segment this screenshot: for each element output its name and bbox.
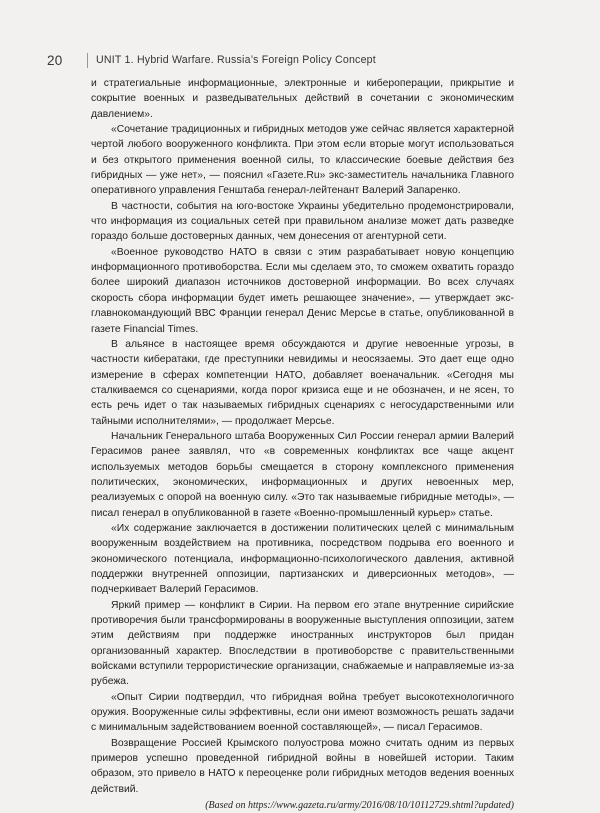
- page-number: 20: [47, 52, 63, 68]
- paragraph: В альянсе в настоящее время обсуждаются и другие невоенные угрозы, в частности кибератаки, где преступники невидимы и неосязаемы. Это дает еще одно измерение в сферах компетенции НАТО, добавляет военачальник. «Сегодня мы сталкиваемся со сценариями, когда порог кризиса еще и не обозначен, и не ясен, то есть речь идет о так называемых гибридных сценариях с негосударственными или тайными исполнителями», — продолжает Мерсье.: [91, 338, 514, 427]
- article-body: [91, 76, 514, 813]
- header-divider: [87, 53, 88, 68]
- source-citation: (Based on https://www.gazeta.ru/army/2016/08/10/10112729.shtml?updated): [205, 800, 514, 812]
- paragraph: Яркий пример — конфликт в Сирии. На первом его этапе внутренние сирийские противоречия были трансформированы в вооруженные выступления оппозиции, затем этим действиям при поддержке иностранных инструкторов был придан организованный характер. Впоследствии в противоборстве с правительственными войсками вступили террористические организации, снабжаемые и направляемые из-за рубежа.: [91, 599, 514, 688]
- paragraph: «Их содержание заключается в достижении политических целей с минимальным вооруженным воздействием на противника, посредством подрыва его военного и экономического потенциала, информационно-психологического давления, активной поддержки внутренней оппозиции, партизанских и диверсионных методов», — подчеркивает Валерий Герасимов.: [91, 522, 514, 596]
- paragraph: В частности, события на юго-востоке Украины убедительно продемонстрировали, что информация из социальных сетей при правильном анализе может дать разведке гораздо больше достоверных данных, чем донесения от агентурной сети.: [91, 200, 514, 243]
- paragraph: Начальник Генерального штаба Вооруженных Сил России генерал армии Валерий Герасимов ранее заявлял, что «в современных конфликтах все чаще акцент используемых методов борьбы смещается в сторону комплексного применения политических, экономических, информационных и других невоенных мер, реализуемых с опорой на военную силу. «Это так называемые гибридные методы», — писал генерал в опубликованной в газете «Военно-промышленный курьер» статье.: [91, 430, 514, 519]
- paragraph: Возвращение Россией Крымского полуострова можно считать одним из первых примеров успешно проведенной гибридной войны в новейшей истории. Таким образом, это привело в НАТО к переоценке роли гибридных методов ведения военных действий.: [91, 737, 514, 795]
- page-header: [47, 52, 376, 68]
- paragraph: «Опыт Сирии подтвердил, что гибридная война требует высокотехнологичного оружия. Вооруженные силы эффективны, если они имеют возможность решать задачи с минимальным задействованием военной составляющей», — писал Герасимов.: [91, 691, 514, 734]
- paragraph: «Сочетание традиционных и гибридных методов уже сейчас является характерной чертой любого вооруженного конфликта. При этом если вторые могут использоваться и без открытого применения военной силы, то классические боевые действия без гибридных — уже нет», — пояснил «Газете.Ru» экс-заместитель начальника Главного оперативного управления Генштаба генерал-лейтенант Валерий Запаренко.: [91, 124, 514, 197]
- paragraph: и стратегиальные информационные, электронные и кибероперации, прикрытие и сокрытие военных и разведывательных действий в сочетании с экономическим давлением».: [91, 78, 514, 120]
- paragraph: «Военное руководство НАТО в связи с этим разрабатывает новую концепцию информационного противоборства. Если мы сделаем это, то сможем охватить гораздо более широкий диапазон источников достоверной информации. Во всех случаях скорость сбора информации будет иметь решающее значение», — утверждает экс-главнокомандующий ВВС Франции генерал Денис Мерсье в статье, опубликованной в газете Financial Times.: [91, 246, 514, 335]
- running-head: UNIT 1. Hybrid Warfare. Russia’s Foreign Policy Concept: [96, 54, 376, 66]
